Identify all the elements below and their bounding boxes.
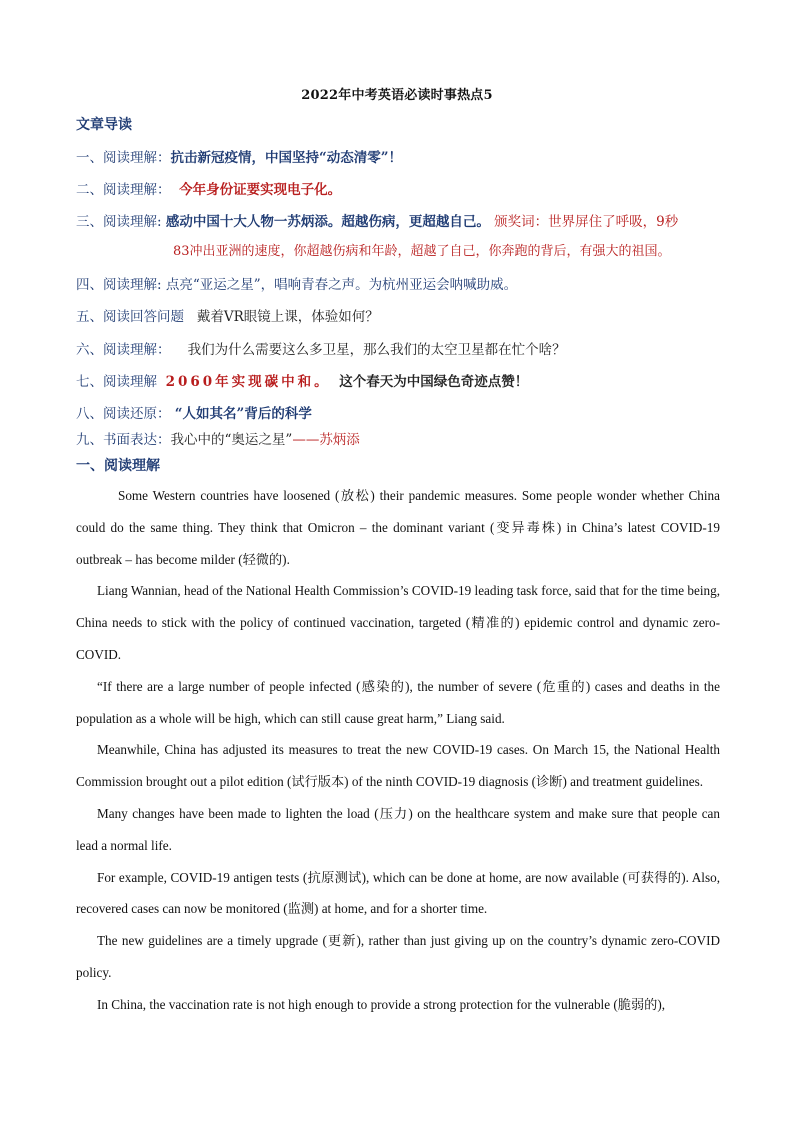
- toc-item-prefix: 一、阅读理解：: [76, 150, 171, 166]
- toc-item-text: 2060年实现碳中和。: [165, 374, 331, 390]
- toc-item-extra: ——苏炳添: [292, 432, 360, 448]
- toc-item-text: 点亮“亚运之星”，唱响青春之声。为杭州亚运会呐喊助威。: [165, 277, 518, 293]
- toc-item-3: [76, 210, 678, 230]
- toc-item-extra: 这个春天为中国绿色奇迹点赞！: [339, 374, 529, 390]
- section-heading: 一、阅读理解: [76, 458, 160, 474]
- toc-item-text: 我心中的“奥运之星”: [170, 432, 293, 448]
- toc-item-extra: 颁奖词：世界屏住了呼吸，9秒: [494, 214, 679, 230]
- toc-item-4: [76, 273, 517, 293]
- toc-item-prefix: 七、阅读理解: [76, 374, 157, 390]
- article-paragraph: Meanwhile, China has adjusted its measures to treat the new COVID-19 cases. On March 15, the National Health Commission brought out a pilot edition (试行版本) of the ninth COVID-19 diagnosis (诊断) and treatment guidelines.: [76, 742, 720, 790]
- toc-item-9: [76, 428, 360, 448]
- article-paragraph: “If there are a large number of people infected (感染的), the number of severe (危重的) cases and deaths in the population as a whole will be high, which can still cause great harm,” Liang said.: [76, 678, 720, 726]
- article-paragraph: Liang Wannian, head of the National Health Commission’s COVID-19 leading task force, said that for the time being, China needs to stick with the policy of continued vaccination, targeted (精准的) epidemic control and dynamic zero-COVID.: [76, 583, 720, 662]
- toc-item-1: [76, 146, 402, 166]
- toc-item-7: [76, 370, 528, 390]
- toc-item-text: 今年身份证要实现电子化。: [179, 182, 342, 198]
- toc-item-text: “人如其名”背后的科学: [174, 406, 312, 422]
- guide-heading: 文章导读: [76, 117, 132, 133]
- toc-item-text: 戴着VR眼镜上课，体验如何？: [196, 309, 379, 325]
- article-paragraph: The new guidelines are a timely upgrade (更新), rather than just giving up on the country’s dynamic zero-COVID policy.: [76, 933, 720, 980]
- article-paragraph: Some Western countries have loosened (放松) their pandemic measures. Some people wonder whether China could do the same thing. They think that Omicron – the dominant variant (变异毒株) in China’s latest COVID-19 outbreak – has become milder (轻微的).: [76, 488, 720, 567]
- toc-item-prefix: 六、阅读理解：: [76, 342, 171, 358]
- toc-item-prefix: 三、阅读理解:: [76, 214, 162, 230]
- toc-item-text: 感动中国十大人物一苏炳添。超越伤病，更超越自己。: [165, 214, 490, 230]
- toc-item-2: [76, 178, 341, 198]
- toc-item-prefix: 四、阅读理解:: [76, 277, 162, 293]
- toc-item-3-continuation: 83冲出亚洲的速度，你超越伤病和年龄，超越了自己，你奔跑的背后，有强大的祖国。: [173, 244, 671, 259]
- article-paragraph: Many changes have been made to lighten the load (压力) on the healthcare system and make sure that people can lead a normal life.: [76, 805, 720, 853]
- toc-item-prefix: 五、阅读回答问题: [76, 309, 184, 325]
- toc-item-prefix: 九、书面表达：: [76, 432, 171, 448]
- toc-item-6: [76, 338, 566, 358]
- article-paragraph: In China, the vaccination rate is not high enough to provide a strong protection for the vulnerable (脆弱的),: [97, 996, 666, 1012]
- toc-item-5: [76, 305, 379, 325]
- document-title: 2022年中考英语必读时事热点5: [301, 88, 493, 103]
- toc-item-text: 抗击新冠疫情，中国坚持“动态清零”！: [170, 150, 403, 166]
- toc-item-prefix: 二、阅读理解：: [76, 182, 171, 198]
- toc-item-8: [76, 402, 312, 422]
- toc-item-prefix: 八、阅读还原：: [76, 406, 171, 422]
- article-body: [76, 480, 720, 1021]
- article-paragraph: For example, COVID-19 antigen tests (抗原测试), which can be done at home, are now available (可获得的). Also, recovered cases can now be monitored (监测) at home, and for a shorter time.: [76, 869, 720, 917]
- toc-item-text: 我们为什么需要这么多卫星，那么我们的太空卫星都在忙个啥？: [187, 342, 566, 358]
